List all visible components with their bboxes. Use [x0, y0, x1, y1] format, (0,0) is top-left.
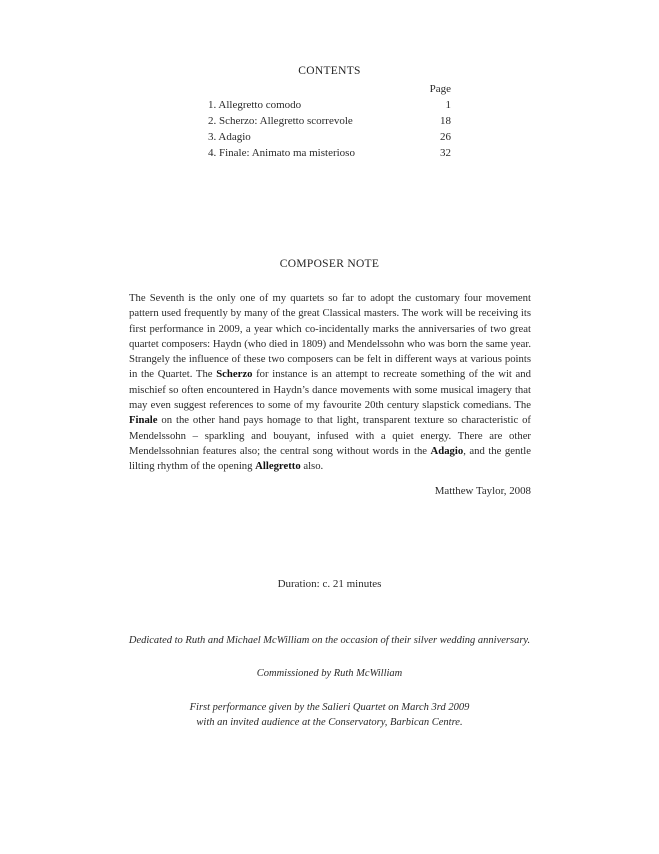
composer-note-body [129, 291, 531, 475]
toc-row [208, 129, 451, 145]
toc-title: 4. Finale: Animato ma misterioso [208, 147, 355, 159]
composer-note-heading: COMPOSER NOTE [279, 258, 380, 270]
note-bold-term: Adagio [430, 444, 464, 457]
toc-page-number: 1 [445, 99, 451, 111]
duration-text: Duration: c. 21 minutes [277, 578, 382, 590]
note-text: for instance is an attempt to recreate something of the wit and mischief so often encountered in Haydn’s dance movements with some musical imagery that may even suggest references to some of my favourite 20th century slapstick comedians. The [129, 368, 531, 412]
note-bold-term: Finale [129, 414, 158, 427]
commission-text: Commissioned by Ruth McWilliam [256, 668, 403, 679]
note-text: The Seventh is the only one of my quartets so far to adopt the customary four movement pattern used frequently by many of the great Classical masters. The work will be receiving its first performance in 2009, a year which co-incidentally marks the anniversaries of two great quartet composers: Haydn (who died in 1809) and Mendelssohn who was born the same year. Strangely the influence of these two composers can be felt in different ways at various points in the Quartet. The [129, 292, 531, 381]
first-performance-line: with an invited audience at the Conservatory, Barbican Centre. [196, 717, 463, 728]
toc-page-label: Page [429, 83, 451, 95]
note-bold-term: Allegretto [255, 460, 301, 473]
contents-heading: CONTENTS [298, 65, 361, 77]
toc-row [208, 113, 451, 129]
toc-title: 3. Adagio [208, 131, 251, 143]
toc-page-number: 18 [440, 115, 451, 127]
composer-signature: Matthew Taylor, 2008 [434, 485, 531, 497]
toc-page-number: 26 [440, 131, 451, 143]
toc-row [208, 145, 451, 161]
note-text: on the other hand pays homage to that light, transparent texture so characteristic of Mendelssohn – sparkling and bouyant, infused with a quiet energy. There are other Mendelssohnian features also; the central song without words in the [129, 414, 531, 457]
first-performance-line: First performance given by the Salieri Quartet on March 3rd 2009 [189, 702, 470, 713]
note-text: also. [300, 460, 324, 473]
toc-page-number: 32 [440, 147, 451, 159]
note-bold-term: Scherzo [216, 368, 253, 381]
toc-row [208, 97, 451, 113]
toc-title: 2. Scherzo: Allegretto scorrevole [208, 115, 353, 127]
table-of-contents [208, 81, 451, 161]
toc-title: 1. Allegretto comodo [208, 99, 302, 111]
first-performance-text [0, 700, 659, 730]
dedication-text: Dedicated to Ruth and Michael McWilliam on the occasion of their silver wedding anniversary. [128, 635, 531, 646]
note-text: , and the gentle lilting rhythm of the opening [129, 444, 531, 473]
